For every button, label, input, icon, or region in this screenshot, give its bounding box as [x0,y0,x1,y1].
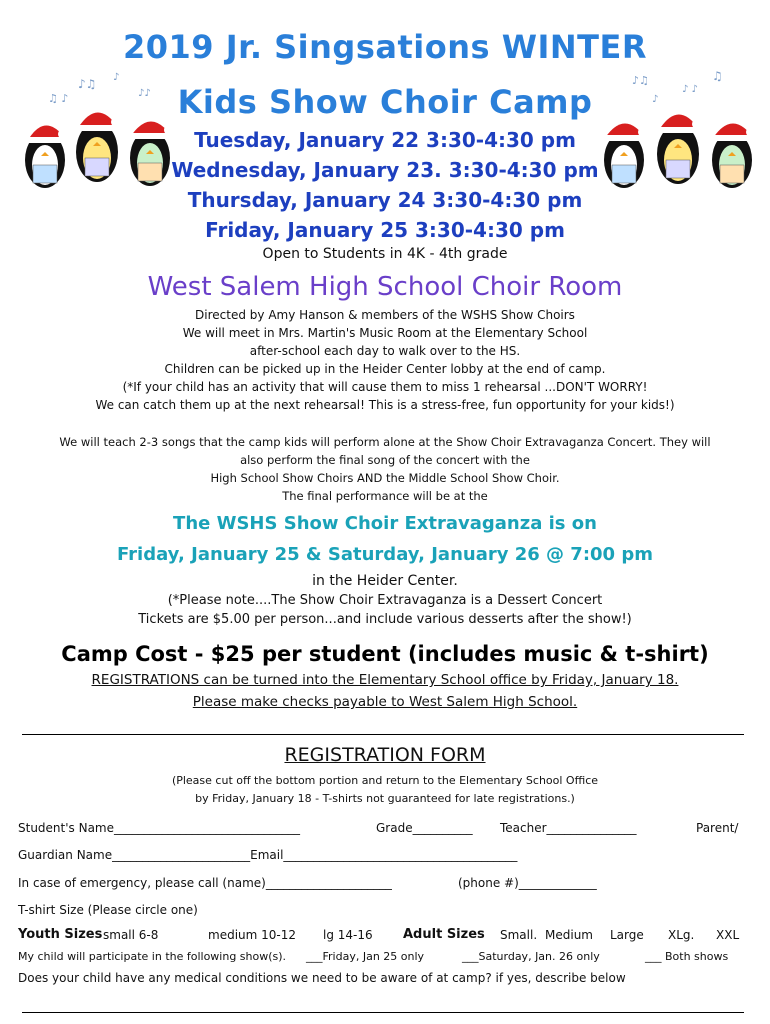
medical-answer-line[interactable] [22,1012,744,1013]
medical-conditions-question: Does your child have any medical conditions we need to be aware of at camp? if yes, describe below [18,971,626,985]
emergency-contact-field[interactable]: In case of emergency, please call (name)_____________________ [18,876,392,890]
registration-notice-2: Please make checks payable to West Salem High School. [192,694,578,710]
show-option-both[interactable]: ___ Both shows [645,950,729,963]
adult-size-medium[interactable]: Medium [545,928,593,942]
title-line-2: Kids Show Choir Camp [177,83,593,121]
eligibility: Open to Students in 4K - 4th grade [262,246,508,262]
cut-line-divider [22,734,744,735]
adult-sizes-label: Adult Sizes [403,927,485,942]
youth-size-large[interactable]: lg 14-16 [323,928,373,942]
show-option-friday[interactable]: ___Friday, Jan 25 only [306,950,425,963]
youth-size-small[interactable]: small 6-8 [103,928,159,942]
detail-line: (*If your child has an activity that will cause them to miss 1 rehearsal ...DON'T WORRY! [122,380,648,394]
form-title: REGISTRATION FORM [284,744,486,766]
detail-line: Children can be picked up in the Heider Center lobby at the end of camp. [164,362,606,376]
detail-line: after-school each day to walk over to the HS. [249,344,521,358]
youth-sizes-label: Youth Sizes [18,927,103,942]
svg-text:♪♪: ♪♪ [138,88,151,99]
event-location: in the Heider Center. [312,573,458,589]
svg-text:♪♫: ♪♫ [632,74,649,87]
teacher-field[interactable]: Teacher_______________ [500,821,637,835]
songs-line: High School Show Choirs AND the Middle School Show Choir. [210,471,560,485]
adult-size-large[interactable]: Large [610,928,644,942]
date-tuesday: Tuesday, January 22 3:30-4:30 pm [194,128,576,152]
guardian-email-field[interactable]: Guardian Name_______________________Email_______________________________________ [18,848,518,862]
form-instructions-2: by Friday, January 18 - T-shirts not guaranteed for late registrations.) [195,792,575,805]
adult-size-small[interactable]: Small. [500,928,538,942]
detail-line: We will meet in Mrs. Martin's Music Room at the Elementary School [182,326,588,340]
detail-line: We can catch them up at the next rehearsal! This is a stress-free, fun opportunity for your kids!) [95,398,675,412]
show-option-saturday[interactable]: ___Saturday, Jan. 26 only [462,950,600,963]
venue-heading: West Salem High School Choir Room [147,272,623,302]
camp-cost: Camp Cost - $25 per student (includes music & t-shirt) [61,642,709,666]
adult-size-xxl[interactable]: XXL [716,928,740,942]
songs-block [0,433,770,505]
adult-size-xlg[interactable]: XLg. [668,928,695,942]
form-instructions-1: (Please cut off the bottom portion and return to the Elementary School Office [171,774,599,787]
shows-prefix: My child will participate in the following show(s). [18,950,287,963]
svg-text:♫: ♫ [712,70,723,83]
svg-text:♪: ♪ [113,72,120,83]
youth-size-medium[interactable]: medium 10-12 [208,928,297,942]
grade-field[interactable]: Grade__________ [376,821,473,835]
svg-text:♪ ♪: ♪ ♪ [682,84,698,95]
songs-line: We will teach 2-3 songs that the camp kids will perform alone at the Show Choir Extravaganza Concert. They will [59,435,711,449]
tshirt-size-label: T-shirt Size (Please circle one) [18,903,198,917]
detail-line: Directed by Amy Hanson & members of the WSHS Show Choirs [195,308,575,322]
songs-line: also perform the final song of the concert with the [240,453,530,467]
date-friday: Friday, January 25 3:30-4:30 pm [205,218,565,242]
svg-text:♪: ♪ [652,94,659,105]
event-note-1: (*Please note....The Show Choir Extravaganza is a Dessert Concert [167,593,603,608]
svg-text:♪♫: ♪♫ [78,77,97,91]
phone-field[interactable]: (phone #)_____________ [458,876,597,890]
event-note-2: Tickets are $5.00 per person...and include various desserts after the show!) [138,612,632,627]
svg-text:♫ ♪: ♫ ♪ [48,92,69,105]
registration-notice-1: REGISTRATIONS can be turned into the Elementary School office by Friday, January 18. [91,672,679,688]
parent-label: Parent/ [696,821,739,835]
details-block [0,306,770,414]
event-line-1: The WSHS Show Choir Extravaganza is on [173,513,597,534]
event-line-2: Friday, January 25 & Saturday, January 26 @ 7:00 pm [117,544,653,565]
date-wednesday: Wednesday, January 23. 3:30-4:30 pm [171,158,599,182]
date-thursday: Thursday, January 24 3:30-4:30 pm [187,188,583,212]
songs-line: The final performance will be at the [282,489,488,503]
title-line-1: 2019 Jr. Singsations WINTER [123,28,647,66]
student-name-field[interactable]: Student's Name_______________________________ [18,821,301,835]
